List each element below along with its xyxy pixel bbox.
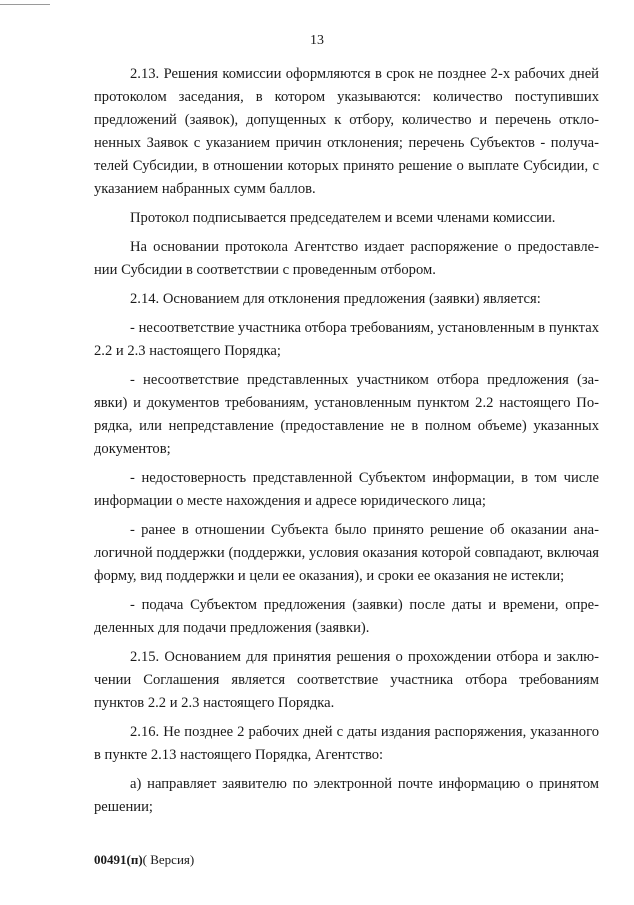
document-body bbox=[94, 63, 599, 825]
paragraph-protocol-signed: Протокол подписывается председателем и всеми членами комиссии. bbox=[130, 210, 556, 226]
paragraph-2-15: 2.15. Основанием для принятия решения о прохождении отбора и заключении Соглашения является соответствие участника отбора требованиям пунктов 2.2 и 2.3 настоящего Порядка. bbox=[94, 649, 599, 711]
page-number: 13 bbox=[310, 33, 324, 48]
list-item-nonconformity-participant: - несоответствие участника отбора требованиям, установленным в пунктах 2.2 и 2.3 настоящего Порядка; bbox=[94, 320, 599, 359]
paragraph-agency-order: На основании протокола Агентство издает распоряжение о предоставлении Субсидии в соответствии с проведенным отбором. bbox=[94, 239, 599, 278]
scan-corner-mark bbox=[0, 4, 50, 5]
paragraph-2-14: 2.14. Основанием для отклонения предложения (заявки) является: bbox=[130, 291, 541, 307]
footer-document-code: 00491(п) bbox=[94, 852, 143, 867]
paragraph-2-16: 2.16. Не позднее 2 рабочих дней с даты издания распоряжения, указанного в пункте 2.13 настоящего Порядка, Агентство: bbox=[94, 724, 599, 763]
list-item-late-submission: - подача Субъектом предложения (заявки) после даты и времени, определенных для подачи предложения (заявки). bbox=[94, 597, 599, 636]
list-item-prior-support: - ранее в отношении Субъекта было принято решение об оказании аналогичной поддержки (поддержки, условия оказания которой совпадают, включая форму, вид поддержки и цели ее оказания), и сроки ее оказания не истекли; bbox=[94, 522, 599, 584]
list-item-a-notify: а) направляет заявителю по электронной почте информацию о принятом решении; bbox=[94, 776, 599, 815]
document-footer bbox=[94, 852, 194, 868]
list-item-nonconformity-documents: - несоответствие представленных участником отбора предложения (заявки) и документов требованиям, установленным пунктом 2.2 настоящего Порядка, или непредставление (предоставление не в полном объеме) указанных документов; bbox=[94, 372, 599, 457]
list-item-unreliable-information: - недостоверность представленной Субъектом информации, в том числе информации о месте нахождения и адресе юридического лица; bbox=[94, 470, 599, 509]
footer-version: ( Версия) bbox=[142, 852, 195, 867]
paragraph-2-13: 2.13. Решения комиссии оформляются в срок не позднее 2-х рабочих дней протоколом заседания, в котором указываются: количество поступивших предложений (заявок), допущенных к отбору, количество и перечень отклоненных Заявок с указанием причин отклонения; перечень Субъектов - получателей Субсидии, в отношении которых принято решение о выплате Субсидии, с указанием набранных сумм баллов. bbox=[94, 66, 599, 197]
